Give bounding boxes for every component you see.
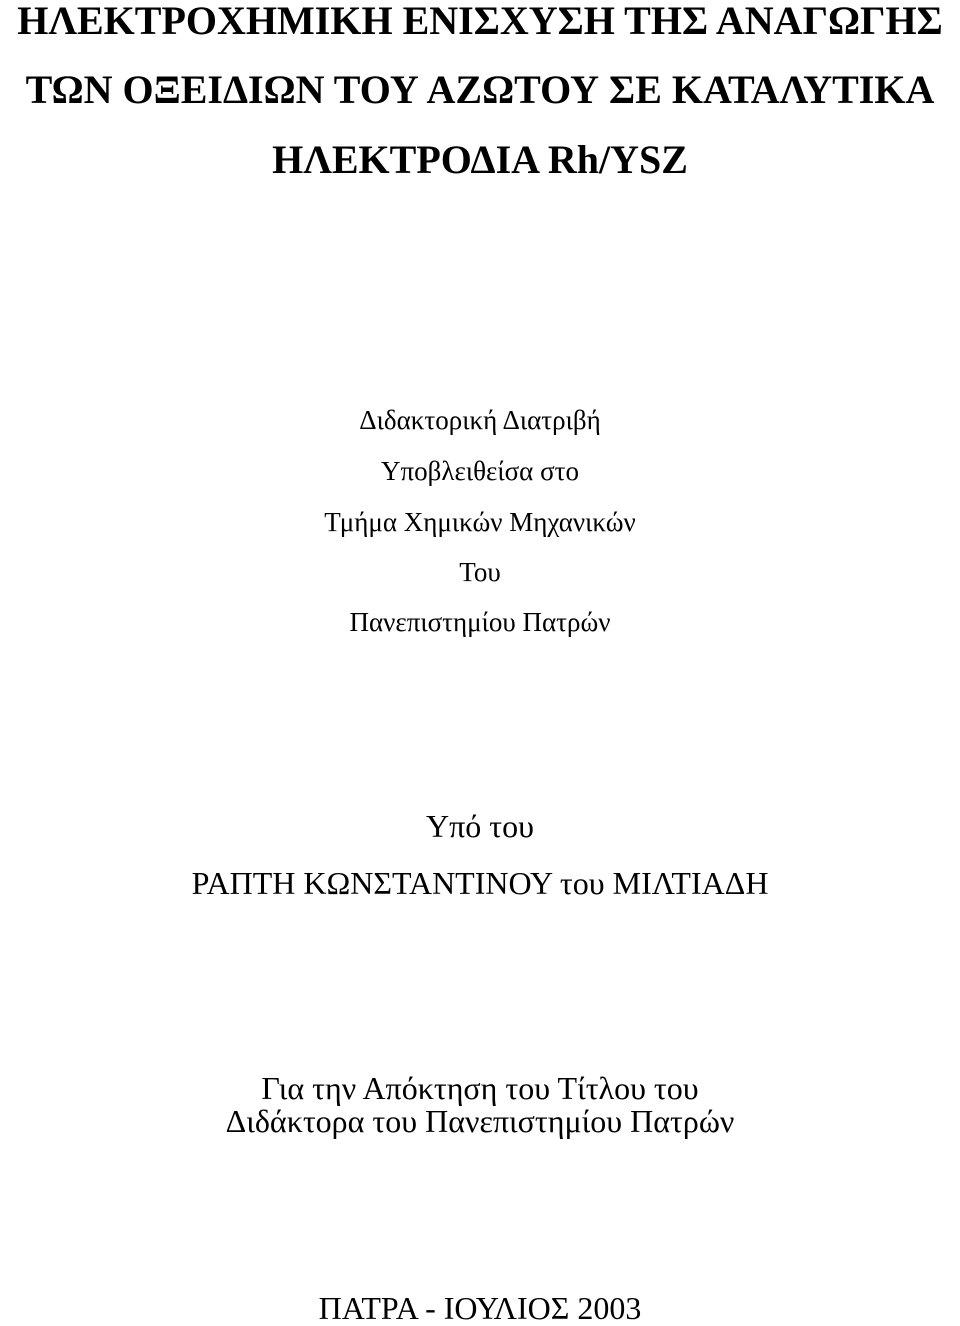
of-label: Του: [459, 557, 501, 587]
author-name: ΡΑΠΤΗ ΚΩΝΣΤΑΝΤΙΝΟΥ του ΜΙΛΤΙΑΔΗ: [191, 865, 769, 901]
university-name: Πανεπιστημίου Πατρών: [349, 607, 611, 637]
title-line-3: ΗΛΕΚΤΡΟΔΙΑ Rh/YSZ: [272, 137, 688, 182]
thesis-type: Διδακτορική Διατριβή: [359, 405, 601, 435]
place-date: ΠΑΤΡΑ - ΙΟΥΛΙΟΣ 2003: [318, 1290, 642, 1326]
by-label: Υπό του: [426, 808, 534, 844]
submitted-to-label: Υποβλειθείσα στο: [381, 456, 579, 486]
department-name: Τμήμα Χημικών Μηχανικών: [324, 507, 636, 537]
degree-line-1: Για την Απόκτηση του Τίτλου του: [261, 1070, 699, 1106]
title-line-2: ΤΩΝ ΟΞΕΙΔΙΩΝ ΤΟΥ ΑΖΩΤΟΥ ΣΕ ΚΑΤΑΛΥΤΙΚΑ: [25, 67, 935, 112]
degree-line-2: Διδάκτορα του Πανεπιστημίου Πατρών: [225, 1103, 735, 1139]
title-line-1: ΗΛΕΚΤΡΟΧΗΜΙΚΗ ΕΝΙΣΧΥΣΗ ΤΗΣ ΑΝΑΓΩΓΗΣ: [17, 0, 943, 43]
